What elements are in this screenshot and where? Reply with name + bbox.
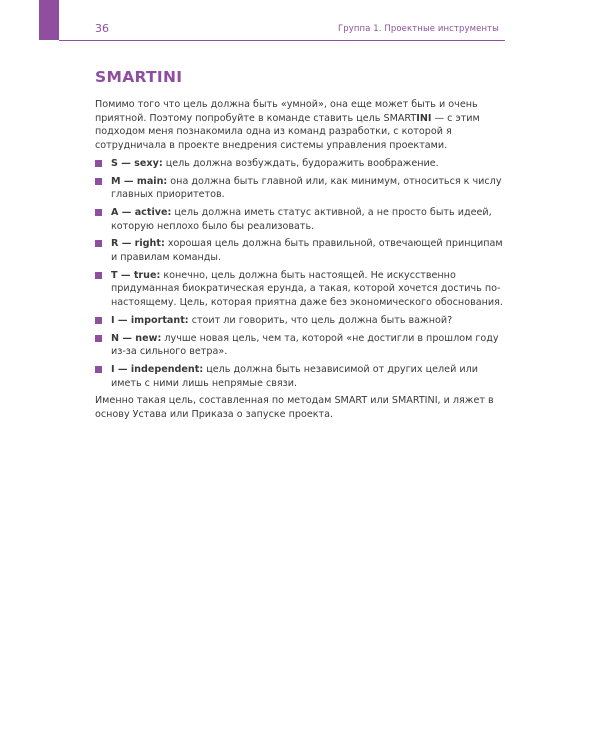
- item-text: цель должна быть независимой от других целей или иметь с ними лишь непрямые связи.: [111, 363, 478, 389]
- list-item: [95, 175, 505, 202]
- page-number: 36: [95, 22, 109, 35]
- square-bullet-icon: [95, 335, 102, 342]
- item-text: цель должна возбуждать, будоражить воображение.: [162, 157, 439, 169]
- list-item: [95, 332, 505, 359]
- item-text: хорошая цель должна быть правильной, отвечающей принципам и правилам команды.: [111, 238, 503, 264]
- smartini-list: [95, 157, 505, 391]
- item-term: R — right:: [111, 238, 165, 250]
- item-term: A — active:: [111, 206, 172, 218]
- square-bullet-icon: [95, 272, 102, 279]
- item-term: I — independent:: [111, 363, 204, 375]
- item-text: стоит ли говорить, что цель должна быть важной?: [188, 314, 453, 326]
- intro-text-1: Помимо того что цель должна быть «умной», она еще может быть и очень приятной. Поэтому попробуйте в команде ставить цель SMART: [95, 99, 478, 124]
- item-term: M — main:: [111, 175, 168, 187]
- list-item: [95, 363, 505, 390]
- item-term: I — important:: [111, 314, 189, 326]
- list-item: [95, 314, 505, 328]
- header-accent-bar: [39, 0, 59, 40]
- square-bullet-icon: [95, 317, 102, 324]
- square-bullet-icon: [95, 178, 102, 185]
- list-item: [95, 269, 505, 310]
- item-term: T — true:: [111, 269, 161, 281]
- square-bullet-icon: [95, 209, 102, 216]
- square-bullet-icon: [95, 366, 102, 373]
- intro-text-2: — с этим подходом меня познакомила одна из команд разработки, с которой я сотрудничала в проекте внедрения системы управления проектами.: [95, 112, 480, 152]
- list-item: [95, 206, 505, 233]
- list-item: [95, 237, 505, 264]
- body-text: [95, 98, 505, 422]
- intro-paragraph: [95, 98, 505, 153]
- item-text: конечно, цель должна быть настоящей. Не искусственно придуманная биократическая ерунда, а такая, которой хочется достичь по-настоящему. Цель, которая приятна даже без экономического обоснования.: [111, 269, 503, 309]
- item-term: N — new:: [111, 332, 162, 344]
- section-title: SMARTINI: [95, 68, 183, 86]
- square-bullet-icon: [95, 160, 102, 167]
- item-term: S — sexy:: [111, 157, 163, 169]
- header-divider: [59, 40, 505, 41]
- square-bullet-icon: [95, 240, 102, 247]
- list-item: [95, 157, 505, 171]
- intro-bold: INI: [416, 112, 432, 124]
- item-text: цель должна иметь статус активной, а не просто быть идеей, которую неплохо было бы реализовать.: [111, 206, 492, 232]
- running-head: Группа 1. Проектные инструменты: [337, 24, 499, 34]
- outro-paragraph: Именно такая цель, составленная по методам SMART или SMARTINI, и ляжет в основу Устава или Приказа о запуске проекта.: [95, 395, 494, 421]
- item-text: лучше новая цель, чем та, которой «не достигли в прошлом году из-за сильного ветра».: [111, 332, 499, 358]
- item-text: она должна быть главной или, как минимум, относиться к числу главных приоритетов.: [111, 175, 502, 201]
